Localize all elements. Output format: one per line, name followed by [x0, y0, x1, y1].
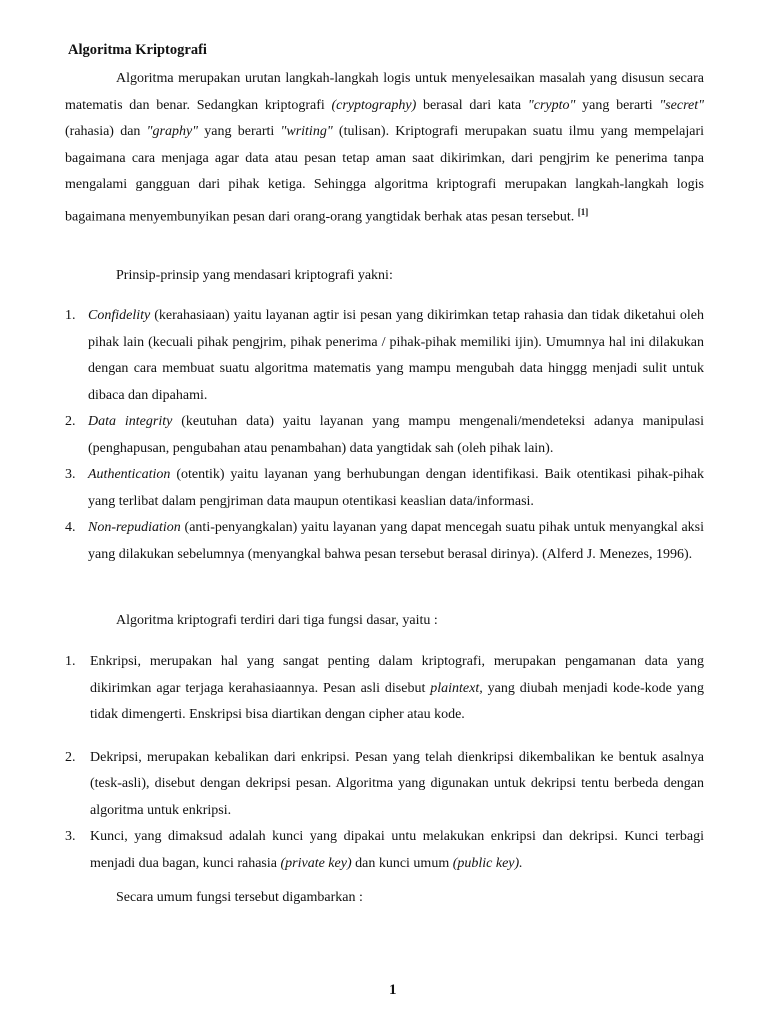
principle-term: Authentication	[88, 467, 171, 482]
intro-text-6: (tulisan). Kriptografi merupakan suatu ilmu yang mempelajari bagaimana cara menjaga agar data atau pesan tetap aman saat dikirimkan, dari pengjrim ke penerima tanpa mengalami gangguan dari pihak ketiga. Sehingga algoritma kriptografi merupakan langkah-langkah logis bagaimana menyembunyikan pesan dari orang-orang yangtidak berhak atas pesan tersebut.	[65, 124, 704, 225]
list-number: 3.	[65, 467, 76, 482]
intro-text-5: yang berarti	[198, 124, 281, 139]
function-italic-2: (public key).	[452, 855, 523, 871]
list-item	[65, 462, 704, 515]
intro-italic-3: "secret"	[659, 97, 704, 113]
function-text: Kunci, yang dimaksud adalah kunci yang dipakai untu melakukan enkripsi dan dekripsi. Kunci terbagi menjadi dua bagan, kunci rahasia	[90, 829, 704, 871]
page-number: 1	[389, 982, 397, 998]
intro-italic-5: "writing"	[280, 124, 333, 139]
list-number: 3.	[65, 829, 76, 844]
functions-list	[65, 649, 704, 877]
intro-text-3: yang berarti	[575, 97, 660, 113]
function-text-2: dan kunci umum	[351, 855, 453, 871]
list-item	[65, 515, 704, 568]
list-number: 1.	[65, 308, 76, 323]
list-item	[65, 649, 704, 729]
principle-text: (keutuhan data) yaitu layanan yang mampu mengenali/mendeteksi adanya manipulasi (penghapusan, pengubahan atau penambahan) data yangtidak sah (oleh pihak lain).	[88, 414, 704, 456]
principle-text: (otentik) yaitu layanan yang berhubungan dengan identifikasi. Baik otentikasi pihak-pihak yang terlibat dalam pengjriman data maupun otentikasi keaslian data/informasi.	[88, 467, 704, 509]
list-item	[65, 409, 704, 462]
list-item	[65, 824, 704, 877]
intro-italic-1: (cryptography)	[331, 97, 417, 113]
function-italic: (private key)	[280, 855, 352, 871]
principle-text: (kerahasiaan) yaitu layanan agtir isi pesan yang dikirimkan tetap rahasia dan tidak diketahui oleh pihak lain (kecuali pihak pengjrim, pihak penerima / pihak-pihak memiliki ijin). Umumnya hal ini dilakukan dengan cara membuat suatu algoritma matematis yang mampu mengubah data hinggg menjadi sulit untuk dibaca dan dipahami.	[88, 308, 704, 403]
intro-paragraph	[65, 66, 704, 231]
list-number: 2.	[65, 749, 76, 765]
closing-text: Secara umum fungsi tersebut digambarkan :	[116, 890, 363, 905]
principle-term: Confidelity	[88, 308, 151, 323]
citation-ref: [1]	[577, 206, 589, 217]
principles-intro: Prinsip-prinsip yang mendasari kriptografi yakni:	[116, 268, 393, 283]
function-text: Dekripsi, merupakan kebalikan dari enkripsi. Pesan yang telah dienkripsi dikembalikan ke bentuk asalnya (tesk-asli), disebut dengan dekripsi pesan. Algoritma yang digunakan untuk dekripsi tentu berbeda dengan algoritma untuk enkripsi.	[90, 749, 704, 818]
function-italic: plaintext,	[430, 680, 483, 696]
function-text: Enkripsi, merupakan hal yang sangat penting dalam kriptografi, merupakan pengamanan data yang dikirimkan agar terjaga kerahasiaannya. Pesan asli disebut	[90, 654, 704, 696]
section-title: Algoritma Kriptografi	[68, 42, 207, 58]
intro-italic-2: "crypto"	[527, 97, 576, 113]
intro-text-2: berasal dari kata	[416, 97, 528, 113]
functions-intro: Algoritma kriptografi terdiri dari tiga fungsi dasar, yaitu :	[116, 613, 438, 628]
list-number: 2.	[65, 414, 76, 429]
list-number: 4.	[65, 520, 76, 535]
list-item	[65, 745, 704, 825]
intro-text-4: (rahasia) dan	[65, 124, 147, 139]
principles-list	[65, 303, 704, 568]
list-item	[65, 303, 704, 409]
function-text-2: yang diubah menjadi kode-kode yang tidak dimengerti. Enskripsi bisa diartikan dengan cipher atau kode.	[90, 680, 705, 722]
list-number: 1.	[65, 654, 76, 669]
principle-term: Non-repudiation	[88, 520, 181, 535]
principle-term: Data integrity	[88, 414, 173, 429]
intro-text-1: Algoritma merupakan urutan langkah-langkah logis untuk menyelesaikan masalah yang disusun secara matematis dan benar. Sedangkan kriptografi	[65, 71, 704, 113]
intro-italic-4: "graphy"	[146, 124, 199, 139]
principle-text: (anti-penyangkalan) yaitu layanan yang dapat mencegah suatu pihak untuk menyangkal aksi yang dilakukan sebelumnya (menyangkal bahwa pesan tersebut berasal dirinya). (Alferd J. Menezes, 1996).	[88, 520, 704, 562]
